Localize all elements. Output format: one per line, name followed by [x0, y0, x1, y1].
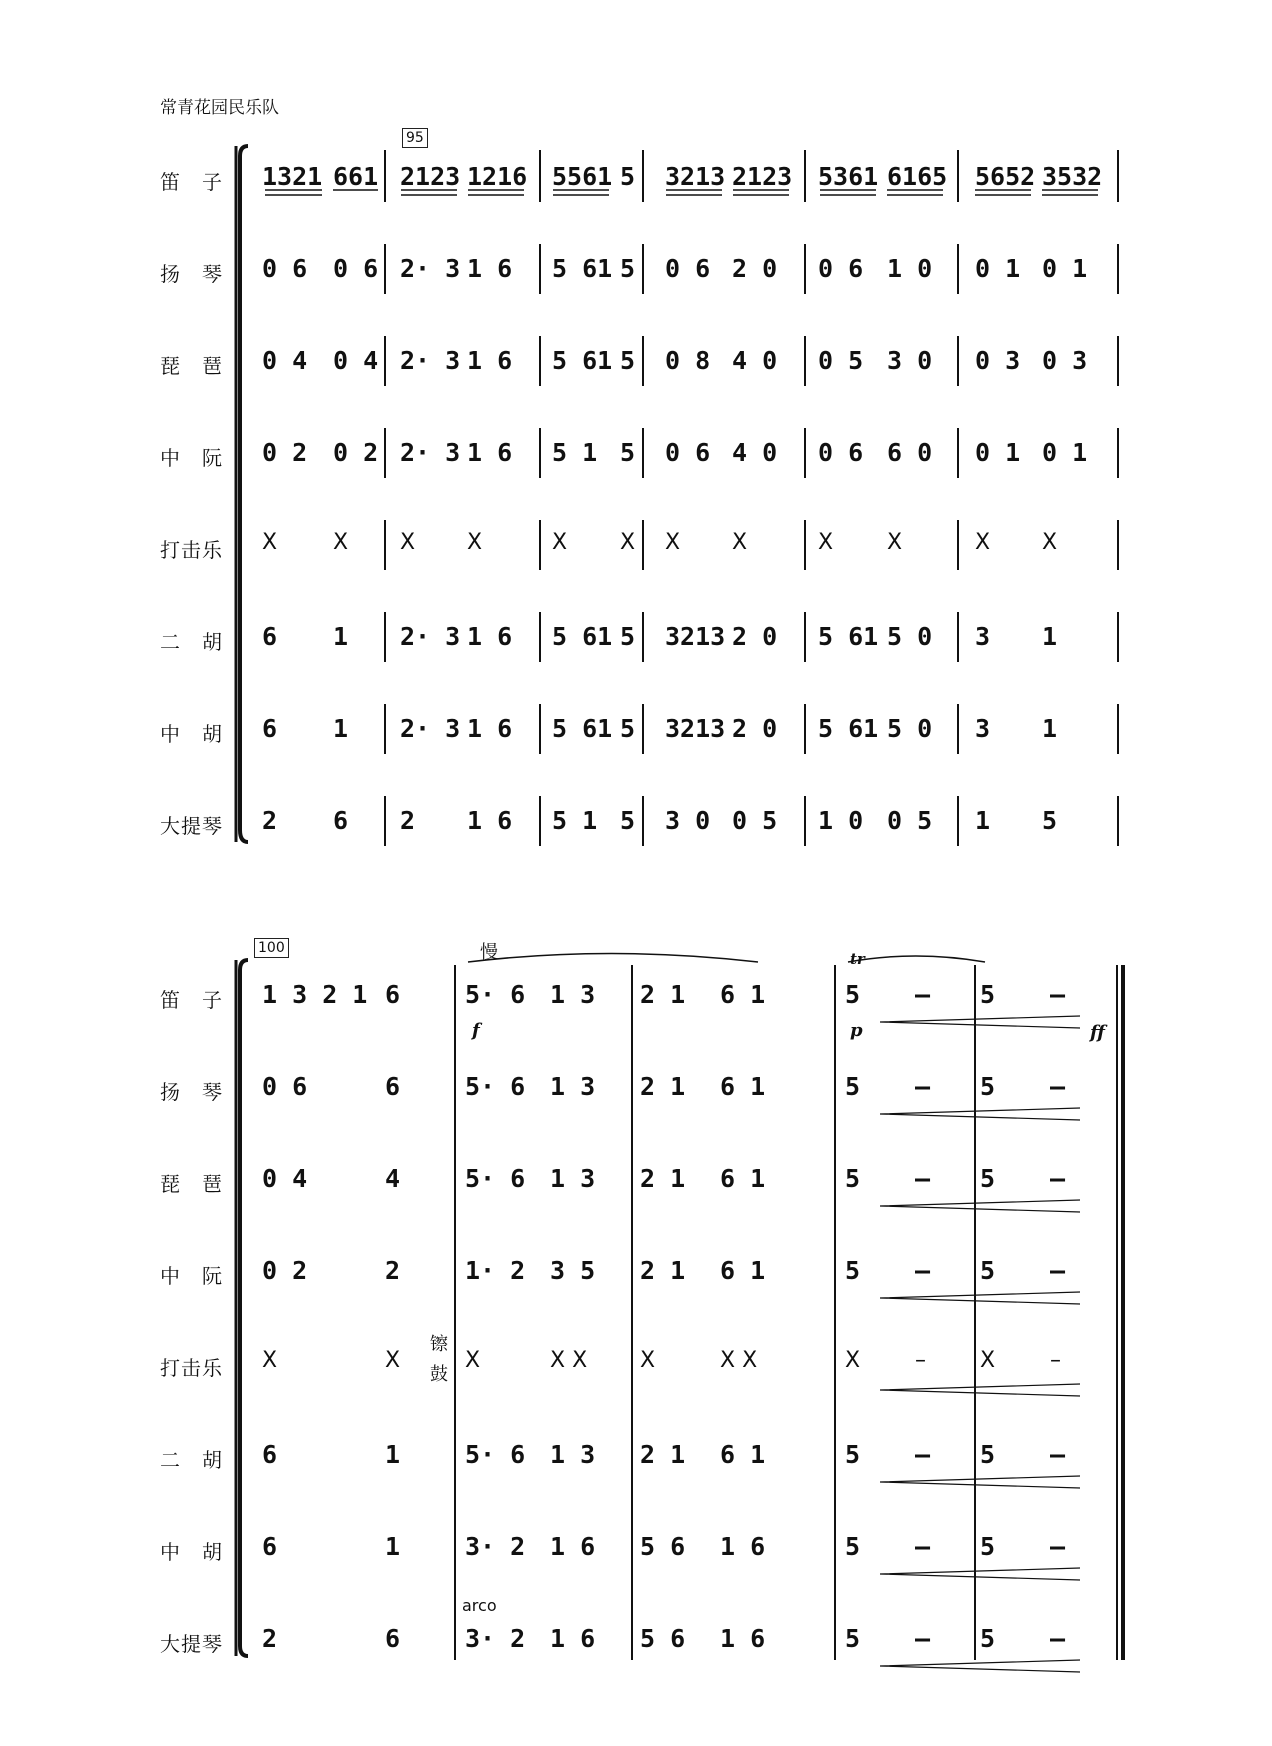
note-s2-r5-c7: –: [915, 1440, 931, 1469]
note-s1-r6-c8: 5 61: [818, 714, 879, 743]
note-s2-r4-c1: X: [385, 1348, 401, 1373]
note-s2-r3-c6: 5: [845, 1256, 861, 1285]
note-s2-r5-c0: 6: [262, 1440, 278, 1469]
note-s1-r4-c2: X: [400, 530, 416, 555]
note-s1-r7-c4: 5 1: [552, 806, 598, 835]
note-s2-r6-c9: –: [1050, 1532, 1066, 1561]
dynamic-p: p: [850, 1020, 863, 1041]
note-s2-r3-c0: 0 2: [262, 1256, 308, 1285]
instrument-label-yangqin: 扬 琴: [160, 262, 223, 286]
note-s2-r3-c9: –: [1050, 1256, 1066, 1285]
note-s2-r4-c9: –: [1050, 1348, 1061, 1373]
note-s2-r2-c3: 1 3: [550, 1164, 596, 1193]
note-s2-r7-c3: 1 6: [550, 1624, 596, 1653]
note-s1-r7-c2: 2: [400, 806, 416, 835]
note-s1-r4-c5: X: [620, 530, 636, 555]
note-s2-r1-c7: –: [915, 1072, 931, 1101]
note-s1-r1-c1: 0 6: [333, 254, 379, 283]
note-s1-r0-c8: 5361: [818, 162, 879, 191]
instrument-label-percussion-2: 打击乐: [160, 1356, 223, 1380]
note-s1-r6-c4: 5 61: [552, 714, 613, 743]
note-s1-r6-c9: 5 0: [887, 714, 933, 743]
note-s1-r3-c1: 0 2: [333, 438, 379, 467]
note-s2-r3-c3: 3 5: [550, 1256, 596, 1285]
note-s2-r7-c1: 6: [385, 1624, 401, 1653]
note-s1-r5-c5: 5: [620, 622, 636, 651]
note-s1-r0-c0: 1321: [262, 162, 323, 191]
note-s1-r1-c5: 5: [620, 254, 636, 283]
note-s2-r3-c5: 6 1: [720, 1256, 766, 1285]
note-s2-r7-c0: 2: [262, 1624, 278, 1653]
instrument-label-pipa-2: 琵 琶: [160, 1172, 223, 1196]
rehearsal-mark-95: 95: [402, 128, 428, 148]
note-s1-r6-c7: 2 0: [732, 714, 778, 743]
note-s1-r3-c11: 0 1: [1042, 438, 1088, 467]
note-s2-r4-c0: X: [262, 1348, 278, 1373]
note-s2-r5-c6: 5: [845, 1440, 861, 1469]
dynamic-f: f: [472, 1020, 480, 1041]
note-s2-r7-c2: 3· 2: [465, 1624, 526, 1653]
note-s1-r0-c2: 2123: [400, 162, 461, 191]
note-s1-r2-c9: 3 0: [887, 346, 933, 375]
note-s2-r4-c6: X: [845, 1348, 861, 1373]
note-s2-r7-c8: 5: [980, 1624, 996, 1653]
instrument-label-yangqin-2: 扬 琴: [160, 1080, 223, 1104]
note-s1-r1-c0: 0 6: [262, 254, 308, 283]
note-s2-r3-c1: 2: [385, 1256, 401, 1285]
instrument-label-cello: 大提琴: [160, 814, 223, 838]
note-s1-r7-c11: 5: [1042, 806, 1058, 835]
note-s2-r5-c3: 1 3: [550, 1440, 596, 1469]
note-s1-r3-c4: 5 1: [552, 438, 598, 467]
note-s1-r5-c9: 5 0: [887, 622, 933, 651]
note-s2-r6-c3: 1 6: [550, 1532, 596, 1561]
note-s2-r3-c4: 2 1: [640, 1256, 686, 1285]
note-s2-r0-c2: 5· 6: [465, 980, 526, 1009]
note-s1-r3-c9: 6 0: [887, 438, 933, 467]
note-s2-r6-c7: –: [915, 1532, 931, 1561]
note-s1-r4-c1: X: [333, 530, 349, 555]
note-s2-r1-c1: 6: [385, 1072, 401, 1101]
note-s2-r0-c9: –: [1050, 980, 1066, 1009]
note-s1-r0-c1: 661: [333, 162, 379, 191]
instrument-label-zhongruan-2: 中 阮: [160, 1264, 223, 1288]
note-s2-r6-c5: 1 6: [720, 1532, 766, 1561]
note-s1-r1-c11: 0 1: [1042, 254, 1088, 283]
note-s2-r2-c4: 2 1: [640, 1164, 686, 1193]
note-s2-r0-c4: 2 1: [640, 980, 686, 1009]
note-s1-r2-c7: 4 0: [732, 346, 778, 375]
note-s2-r6-c0: 6: [262, 1532, 278, 1561]
note-s1-r2-c5: 5: [620, 346, 636, 375]
note-s1-r6-c6: 3213: [665, 714, 726, 743]
note-s1-r0-c4: 5561: [552, 162, 613, 191]
note-s1-r7-c1: 6: [333, 806, 349, 835]
note-s1-r3-c5: 5: [620, 438, 636, 467]
note-s1-r5-c2: 2· 3: [400, 622, 461, 651]
note-s2-r2-c5: 6 1: [720, 1164, 766, 1193]
instrument-label-cello-2: 大提琴: [160, 1632, 223, 1656]
note-s2-r2-c6: 5: [845, 1164, 861, 1193]
note-s1-r4-c3: X: [467, 530, 483, 555]
note-s2-r6-c6: 5: [845, 1532, 861, 1561]
note-s2-r3-c8: 5: [980, 1256, 996, 1285]
note-s2-r2-c9: –: [1050, 1164, 1066, 1193]
note-s2-r4-c3: X X: [550, 1348, 588, 1373]
note-s1-r1-c10: 0 1: [975, 254, 1021, 283]
note-s1-r5-c11: 1: [1042, 622, 1058, 651]
note-s2-r0-c6: 5: [845, 980, 861, 1009]
dynamic-ff: ff: [1090, 1022, 1105, 1043]
note-s1-r5-c6: 3213: [665, 622, 726, 651]
note-s1-r0-c11: 3532: [1042, 162, 1103, 191]
note-s1-r2-c6: 0 8: [665, 346, 711, 375]
note-s2-r6-c4: 5 6: [640, 1532, 686, 1561]
note-s1-r5-c10: 3: [975, 622, 991, 651]
note-s2-r0-c7: –: [915, 980, 931, 1009]
note-s1-r6-c0: 6: [262, 714, 278, 743]
note-s2-r7-c5: 1 6: [720, 1624, 766, 1653]
instrument-label-percussion: 打击乐: [160, 538, 223, 562]
note-s1-r6-c1: 1: [333, 714, 349, 743]
note-s1-r4-c4: X: [552, 530, 568, 555]
note-s1-r1-c6: 0 6: [665, 254, 711, 283]
note-s1-r2-c0: 0 4: [262, 346, 308, 375]
instrument-label-pipa: 琵 琶: [160, 354, 223, 378]
trill-mark: tr: [850, 950, 865, 968]
note-s2-r3-c7: –: [915, 1256, 931, 1285]
note-s1-r1-c2: 2· 3: [400, 254, 461, 283]
note-s2-r5-c4: 2 1: [640, 1440, 686, 1469]
note-s1-r3-c7: 4 0: [732, 438, 778, 467]
note-s2-r7-c4: 5 6: [640, 1624, 686, 1653]
note-s1-r1-c8: 0 6: [818, 254, 864, 283]
note-s2-r7-c6: 5: [845, 1624, 861, 1653]
note-s1-r6-c5: 5: [620, 714, 636, 743]
note-s2-r6-c1: 1: [385, 1532, 401, 1561]
note-s1-r0-c9: 6165: [887, 162, 948, 191]
note-s2-r2-c7: –: [915, 1164, 931, 1193]
note-s1-r5-c7: 2 0: [732, 622, 778, 651]
note-s1-r2-c3: 1 6: [467, 346, 513, 375]
note-s1-r2-c10: 0 3: [975, 346, 1021, 375]
note-s1-r4-c0: X: [262, 530, 278, 555]
note-s1-r0-c6: 3213: [665, 162, 726, 191]
note-s1-r2-c11: 0 3: [1042, 346, 1088, 375]
arco-marking: arco: [462, 1596, 497, 1615]
note-s1-r2-c8: 0 5: [818, 346, 864, 375]
note-s2-r0-c5: 6 1: [720, 980, 766, 1009]
instrument-label-zhonghu-2: 中 胡: [160, 1540, 223, 1564]
note-s1-r0-c10: 5652: [975, 162, 1036, 191]
note-s2-r7-c9: –: [1050, 1624, 1066, 1653]
note-s1-r4-c7: X: [732, 530, 748, 555]
note-s1-r6-c11: 1: [1042, 714, 1058, 743]
note-s2-r5-c5: 6 1: [720, 1440, 766, 1469]
note-s2-r2-c1: 4: [385, 1164, 401, 1193]
drum-text-top: 镲: [430, 1334, 448, 1355]
note-s2-r7-c7: –: [915, 1624, 931, 1653]
instrument-label-zhonghu: 中 胡: [160, 722, 223, 746]
note-s1-r4-c6: X: [665, 530, 681, 555]
note-s2-r0-c0: 1 3 2 1: [262, 980, 368, 1009]
note-s2-r1-c5: 6 1: [720, 1072, 766, 1101]
note-s1-r6-c2: 2· 3: [400, 714, 461, 743]
instrument-label-zhongruan: 中 阮: [160, 446, 223, 470]
note-s2-r0-c1: 6: [385, 980, 401, 1009]
note-s1-r4-c11: X: [1042, 530, 1058, 555]
note-s2-r4-c4: X: [640, 1348, 656, 1373]
note-s1-r2-c2: 2· 3: [400, 346, 461, 375]
note-s2-r2-c0: 0 4: [262, 1164, 308, 1193]
note-s2-r4-c7: –: [915, 1348, 926, 1373]
note-s2-r5-c2: 5· 6: [465, 1440, 526, 1469]
note-s1-r7-c7: 0 5: [732, 806, 778, 835]
note-s1-r7-c8: 1 0: [818, 806, 864, 835]
note-s2-r4-c5: X X: [720, 1348, 758, 1373]
note-s1-r3-c10: 0 1: [975, 438, 1021, 467]
note-s1-r7-c3: 1 6: [467, 806, 513, 835]
note-s2-r0-c8: 5: [980, 980, 996, 1009]
note-s1-r2-c1: 0 4: [333, 346, 379, 375]
tempo-marking: 慢: [480, 942, 498, 963]
note-s1-r7-c0: 2: [262, 806, 278, 835]
note-s2-r1-c0: 0 6: [262, 1072, 308, 1101]
note-s1-r7-c9: 0 5: [887, 806, 933, 835]
note-s1-r4-c10: X: [975, 530, 991, 555]
note-s1-r3-c2: 2· 3: [400, 438, 461, 467]
instrument-label-dizi: 笛 子: [160, 170, 223, 194]
note-s1-r1-c7: 2 0: [732, 254, 778, 283]
note-s2-r2-c8: 5: [980, 1164, 996, 1193]
drum-text-bottom: 鼓: [430, 1364, 448, 1385]
instrument-label-erhu-2: 二 胡: [160, 1448, 223, 1472]
note-s2-r4-c2: X: [465, 1348, 481, 1373]
note-s1-r4-c8: X: [818, 530, 834, 555]
rehearsal-mark-100: 100: [254, 938, 289, 958]
note-s1-r3-c6: 0 6: [665, 438, 711, 467]
note-s2-r4-c8: X: [980, 1348, 996, 1373]
note-s2-r2-c2: 5· 6: [465, 1164, 526, 1193]
note-s2-r1-c6: 5: [845, 1072, 861, 1101]
note-s2-r3-c2: 1· 2: [465, 1256, 526, 1285]
note-s1-r4-c9: X: [887, 530, 903, 555]
instrument-label-dizi-2: 笛 子: [160, 988, 223, 1012]
note-s2-r1-c2: 5· 6: [465, 1072, 526, 1101]
note-s1-r3-c3: 1 6: [467, 438, 513, 467]
note-s1-r3-c0: 0 2: [262, 438, 308, 467]
note-s1-r6-c10: 3: [975, 714, 991, 743]
note-s1-r6-c3: 1 6: [467, 714, 513, 743]
note-s1-r0-c7: 2123: [732, 162, 793, 191]
note-s1-r5-c4: 5 61: [552, 622, 613, 651]
note-s2-r6-c2: 3· 2: [465, 1532, 526, 1561]
note-s1-r5-c0: 6: [262, 622, 278, 651]
note-s2-r6-c8: 5: [980, 1532, 996, 1561]
note-s1-r2-c4: 5 61: [552, 346, 613, 375]
note-s1-r1-c4: 5 61: [552, 254, 613, 283]
note-s1-r5-c3: 1 6: [467, 622, 513, 651]
note-s2-r1-c4: 2 1: [640, 1072, 686, 1101]
note-s1-r7-c6: 3 0: [665, 806, 711, 835]
instrument-label-erhu: 二 胡: [160, 630, 223, 654]
note-s2-r1-c3: 1 3: [550, 1072, 596, 1101]
note-s2-r5-c9: –: [1050, 1440, 1066, 1469]
note-s1-r0-c5: 5: [620, 162, 636, 191]
note-s2-r1-c9: –: [1050, 1072, 1066, 1101]
note-s2-r1-c8: 5: [980, 1072, 996, 1101]
note-s1-r5-c8: 5 61: [818, 622, 879, 651]
note-s1-r5-c1: 1: [333, 622, 349, 651]
note-s2-r0-c3: 1 3: [550, 980, 596, 1009]
note-s2-r5-c1: 1: [385, 1440, 401, 1469]
note-s1-r3-c8: 0 6: [818, 438, 864, 467]
note-s1-r0-c3: 1216: [467, 162, 528, 191]
note-s2-r5-c8: 5: [980, 1440, 996, 1469]
note-s1-r7-c10: 1: [975, 806, 991, 835]
note-s1-r7-c5: 5: [620, 806, 636, 835]
note-s1-r1-c3: 1 6: [467, 254, 513, 283]
score-header: 常青花园民乐队: [160, 98, 279, 118]
note-s1-r1-c9: 1 0: [887, 254, 933, 283]
